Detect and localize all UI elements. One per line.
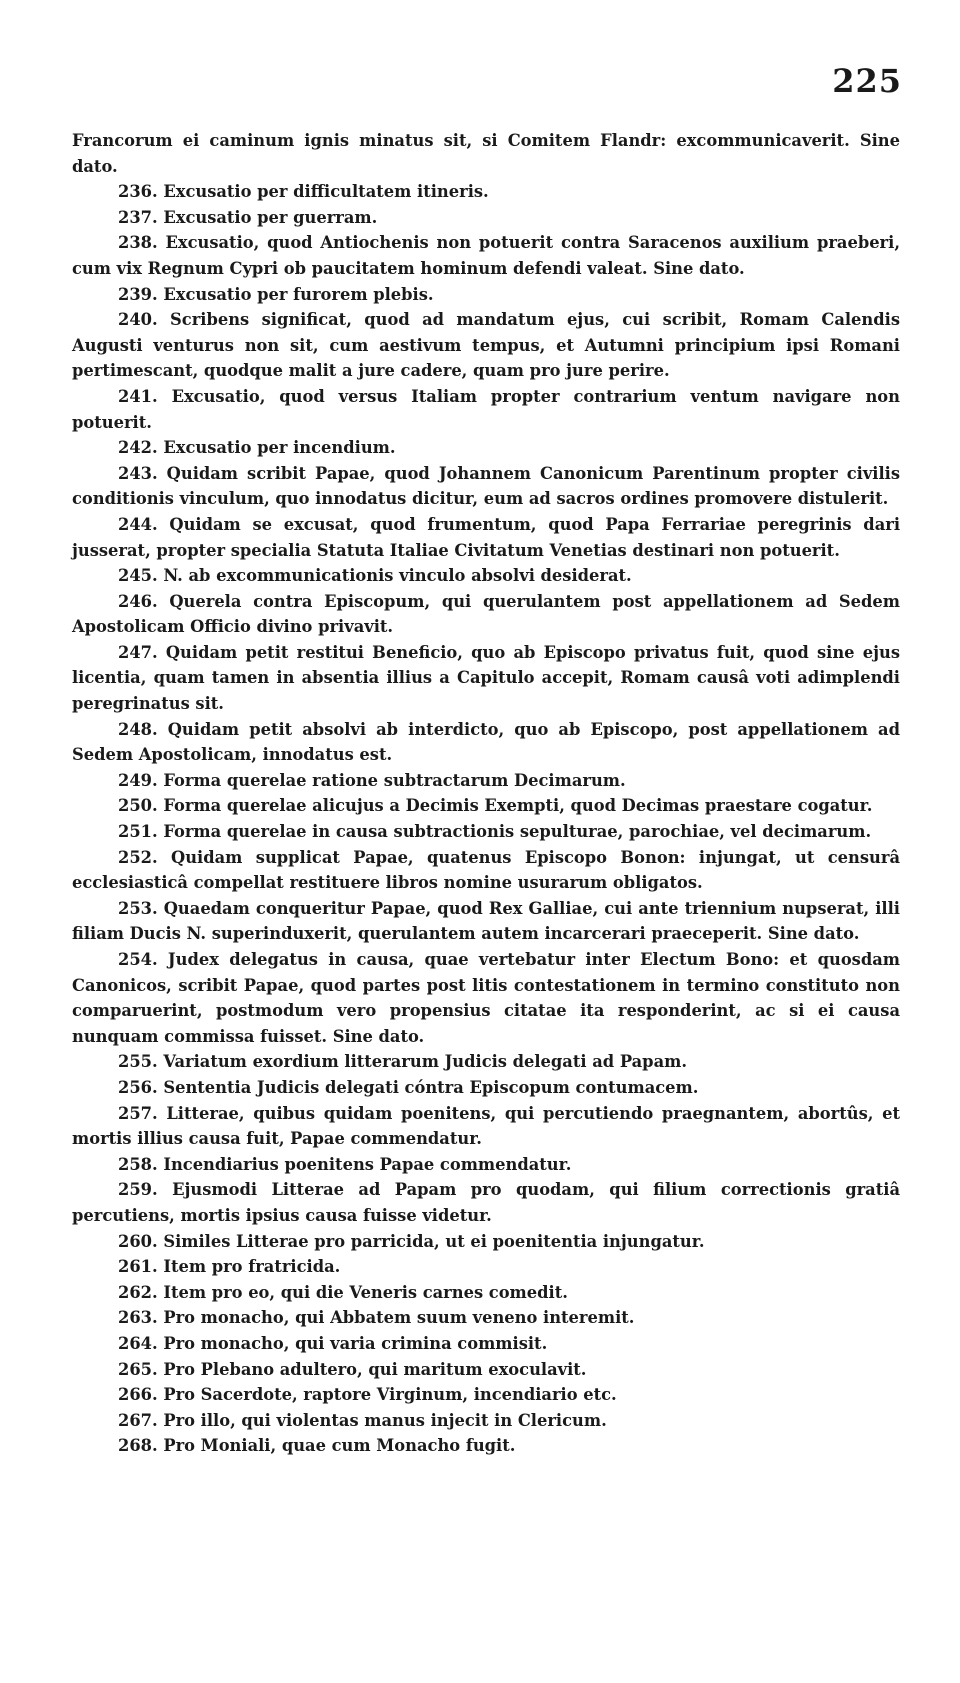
entry-244: 244. Quidam se excusat, quod frumentum, quod Papa Ferrariae peregrinis dari jusserat, propter specialia Statuta Italiae Civitatum Venetias destinari non potuerit.	[72, 514, 900, 560]
page-number: 225	[832, 62, 902, 100]
entry-264: 264. Pro monacho, qui varia crimina commisit.	[118, 1333, 548, 1353]
entry-250: 250. Forma querelae alicujus a Decimis Exempti, quod Decimas praestare cogatur.	[118, 796, 873, 816]
entry-240: 240. Scribens significat, quod ad mandatum ejus, cui scribit, Romam Calendis Augusti venturus non sit, cum aestivum tempus, et Autumni principium ipsi Romani pertimescant, quodque malit a jure cadere, quam pro jure perire.	[72, 310, 900, 381]
entry-254: 254. Judex delegatus in causa, quae vertebatur inter Electum Bono: et quosdam Canonicos, scribit Papae, quod partes post litis contestationem in termino constituto non comparuerint, postmodum vero propensius citatae ita responderint, ac si ei causa nunquam commissa fuisset. Sine dato.	[72, 950, 900, 1046]
entry-237: 237. Excusatio per guerram.	[118, 207, 378, 227]
entry-267: 267. Pro illo, qui violentas manus injecit in Clericum.	[118, 1410, 607, 1430]
entry-251: 251. Forma querelae in causa subtractionis sepulturae, parochiae, vel decimarum.	[118, 822, 872, 842]
entry-261: 261. Item pro fratricida.	[118, 1257, 341, 1277]
entry-268: 268. Pro Moniali, quae cum Monacho fugit.	[118, 1436, 516, 1456]
entry-242: 242. Excusatio per incendium.	[118, 438, 396, 458]
entry-257: 257. Litterae, quibus quidam poenitens, qui percutiendo praegnantem, abortûs, et mortis illius causa fuit, Papae commendatur.	[72, 1103, 900, 1149]
entry-265: 265. Pro Plebano adultero, qui maritum exoculavit.	[118, 1359, 587, 1379]
entry-239: 239. Excusatio per furorem plebis.	[118, 284, 434, 304]
entry-252: 252. Quidam supplicat Papae, quatenus Episcopo Bonon: injungat, ut censurâ ecclesiasticâ compellat restituere libros nomine usurarum obligatos.	[72, 847, 900, 893]
entry-246: 246. Querela contra Episcopum, qui querulantem post appellationem ad Sedem Apostolicam Officio divino privavit.	[72, 591, 900, 637]
entry-256: 256. Sententia Judicis delegati cóntra Episcopum contumacem.	[118, 1077, 699, 1097]
entry-238: 238. Excusatio, quod Antiochenis non potuerit contra Saracenos auxilium praeberi, cum vix Regnum Cypri ob paucitatem hominum defendi valeat. Sine dato.	[72, 233, 900, 278]
entry-247: 247. Quidam petit restitui Beneficio, quo ab Episcopo privatus fuit, quod sine ejus licentia, quam tamen in absentia illius a Capitulo accepit, Romam causâ voti adimplendi peregrinatus sit.	[72, 642, 900, 714]
entry-253: 253. Quaedam conqueritur Papae, quod Rex Galliae, cui ante triennium nupserat, illi filiam Ducis N. superinduxerit, querulantem autem incarcerari praeceperit. Sine dato.	[72, 898, 900, 944]
entry-263: 263. Pro monacho, qui Abbatem suum veneno interemit.	[118, 1308, 635, 1328]
entry-245: 245. N. ab excommunicationis vinculo absolvi desiderat.	[118, 566, 632, 586]
entry-262: 262. Item pro eo, qui die Veneris carnes comedit.	[118, 1282, 568, 1302]
entry-260: 260. Similes Litterae pro parricida, ut ei poenitentia injungatur.	[118, 1231, 705, 1251]
entry-236: 236. Excusatio per difficultatem itineris.	[118, 182, 489, 202]
entry-249: 249. Forma querelae ratione subtractarum Decimarum.	[118, 770, 626, 790]
entry-255: 255. Variatum exordium litterarum Judicis delegati ad Papam.	[118, 1052, 688, 1072]
entry-258: 258. Incendiarius poenitens Papae commendatur.	[118, 1154, 572, 1174]
entry-259: 259. Ejusmodi Litterae ad Papam pro quodam, qui filium correctionis gratiâ percutiens, mortis ipsius causa fuisse videtur.	[72, 1180, 900, 1225]
paragraph-continuation: Francorum ei caminum ignis minatus sit, si Comitem Flandr: excommunicaverit. Sine dato.	[72, 131, 900, 176]
entry-266: 266. Pro Sacerdote, raptore Virginum, incendiario etc.	[118, 1385, 617, 1405]
entry-241: 241. Excusatio, quod versus Italiam propter contrarium ventum navigare non potuerit.	[72, 386, 900, 432]
entry-248: 248. Quidam petit absolvi ab interdicto, quo ab Episcopo, post appellationem ad Sedem Apostolicam, innodatus est.	[72, 719, 900, 765]
text-body	[72, 128, 900, 1459]
entry-243: 243. Quidam scribit Papae, quod Johannem Canonicum Parentinum propter civilis conditionis vinculum, quo innodatus dicitur, eum ad sacros ordines promovere distulerit.	[72, 463, 900, 509]
